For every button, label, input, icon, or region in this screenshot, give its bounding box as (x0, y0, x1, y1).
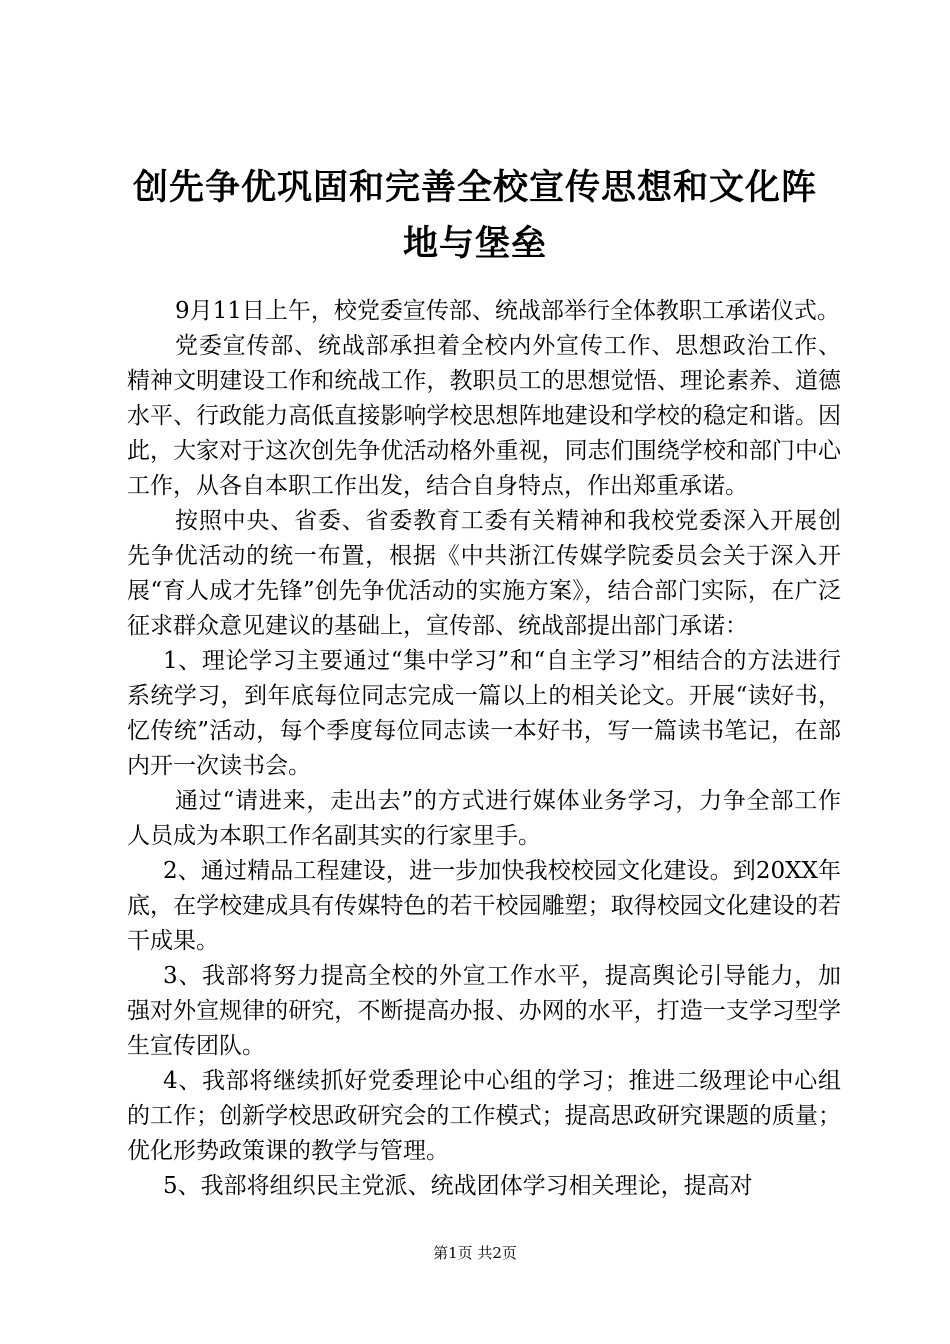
paragraph-item-2: 2、通过精品工程建设，进一步加快我校校园文化建设。到20XX年底，在学校建成具有传媒特色的若干校园雕塑；取得校园文化建设的若干成果。 (127, 858, 841, 954)
paragraph-item-4: 4、我部将继续抓好党委理论中心组的学习；推进二级理论中心组的工作；创新学校思政研究会的工作模式；提高思政研究课题的质量；优化形势政策课的教学与管理。 (127, 1068, 841, 1164)
paragraph-responsibilities: 党委宣传部、统战部承担着全校内外宣传工作、思想政治工作、精神文明建设工作和统战工作，教职员工的思想觉悟、理论素养、道德水平、行政能力高低直接影响学校思想阵地建设和学校的稳定和谐。因此，大家对于这次创先争优活动格外重视，同志们围绕学校和部门中心工作，从各自本职工作出发，结合自身特点，作出郑重承诺。 (127, 333, 841, 499)
document-body (127, 294, 841, 1204)
paragraph-item-1: 1、理论学习主要通过“集中学习”和“自主学习”相结合的方法进行系统学习，到年底每位同志完成一篇以上的相关论文。开展“读好书，忆传统”活动，每个季度每位同志读一本好书，写一篇读书笔记，在部内开一次读书会。 (127, 648, 841, 779)
document-title: 创先争优巩固和完善全校宣传思想和文化阵地与堡垒 (132, 168, 817, 264)
paragraph-intro: 9月11日上午，校党委宣传部、统战部举行全体教职工承诺仪式。 (175, 298, 840, 324)
paragraph-item-1-continued: 通过“请进来，走出去”的方式进行媒体业务学习，力争全部工作人员成为本职工作名副其实的行家里手。 (127, 788, 841, 849)
paragraph-commitment-basis: 按照中央、省委、省委教育工委有关精神和我校党委深入开展创先争优活动的统一布置，根据《中共浙江传媒学院委员会关于深入开展“育人成才先锋”创先争优活动的实施方案》，结合部门实际，在广泛征求群众意见建议的基础上，宣传部、统战部提出部门承诺： (127, 508, 841, 639)
page-number-footer: 第1页 共2页 (433, 1244, 517, 1262)
paragraph-item-3: 3、我部将努力提高全校的外宣工作水平，提高舆论引导能力，加强对外宣规律的研究，不断提高办报、办网的水平，打造一支学习型学生宣传团队。 (127, 963, 841, 1059)
paragraph-item-5: 5、我部将组织民主党派、统战团体学习相关理论，提高对 (163, 1173, 753, 1199)
